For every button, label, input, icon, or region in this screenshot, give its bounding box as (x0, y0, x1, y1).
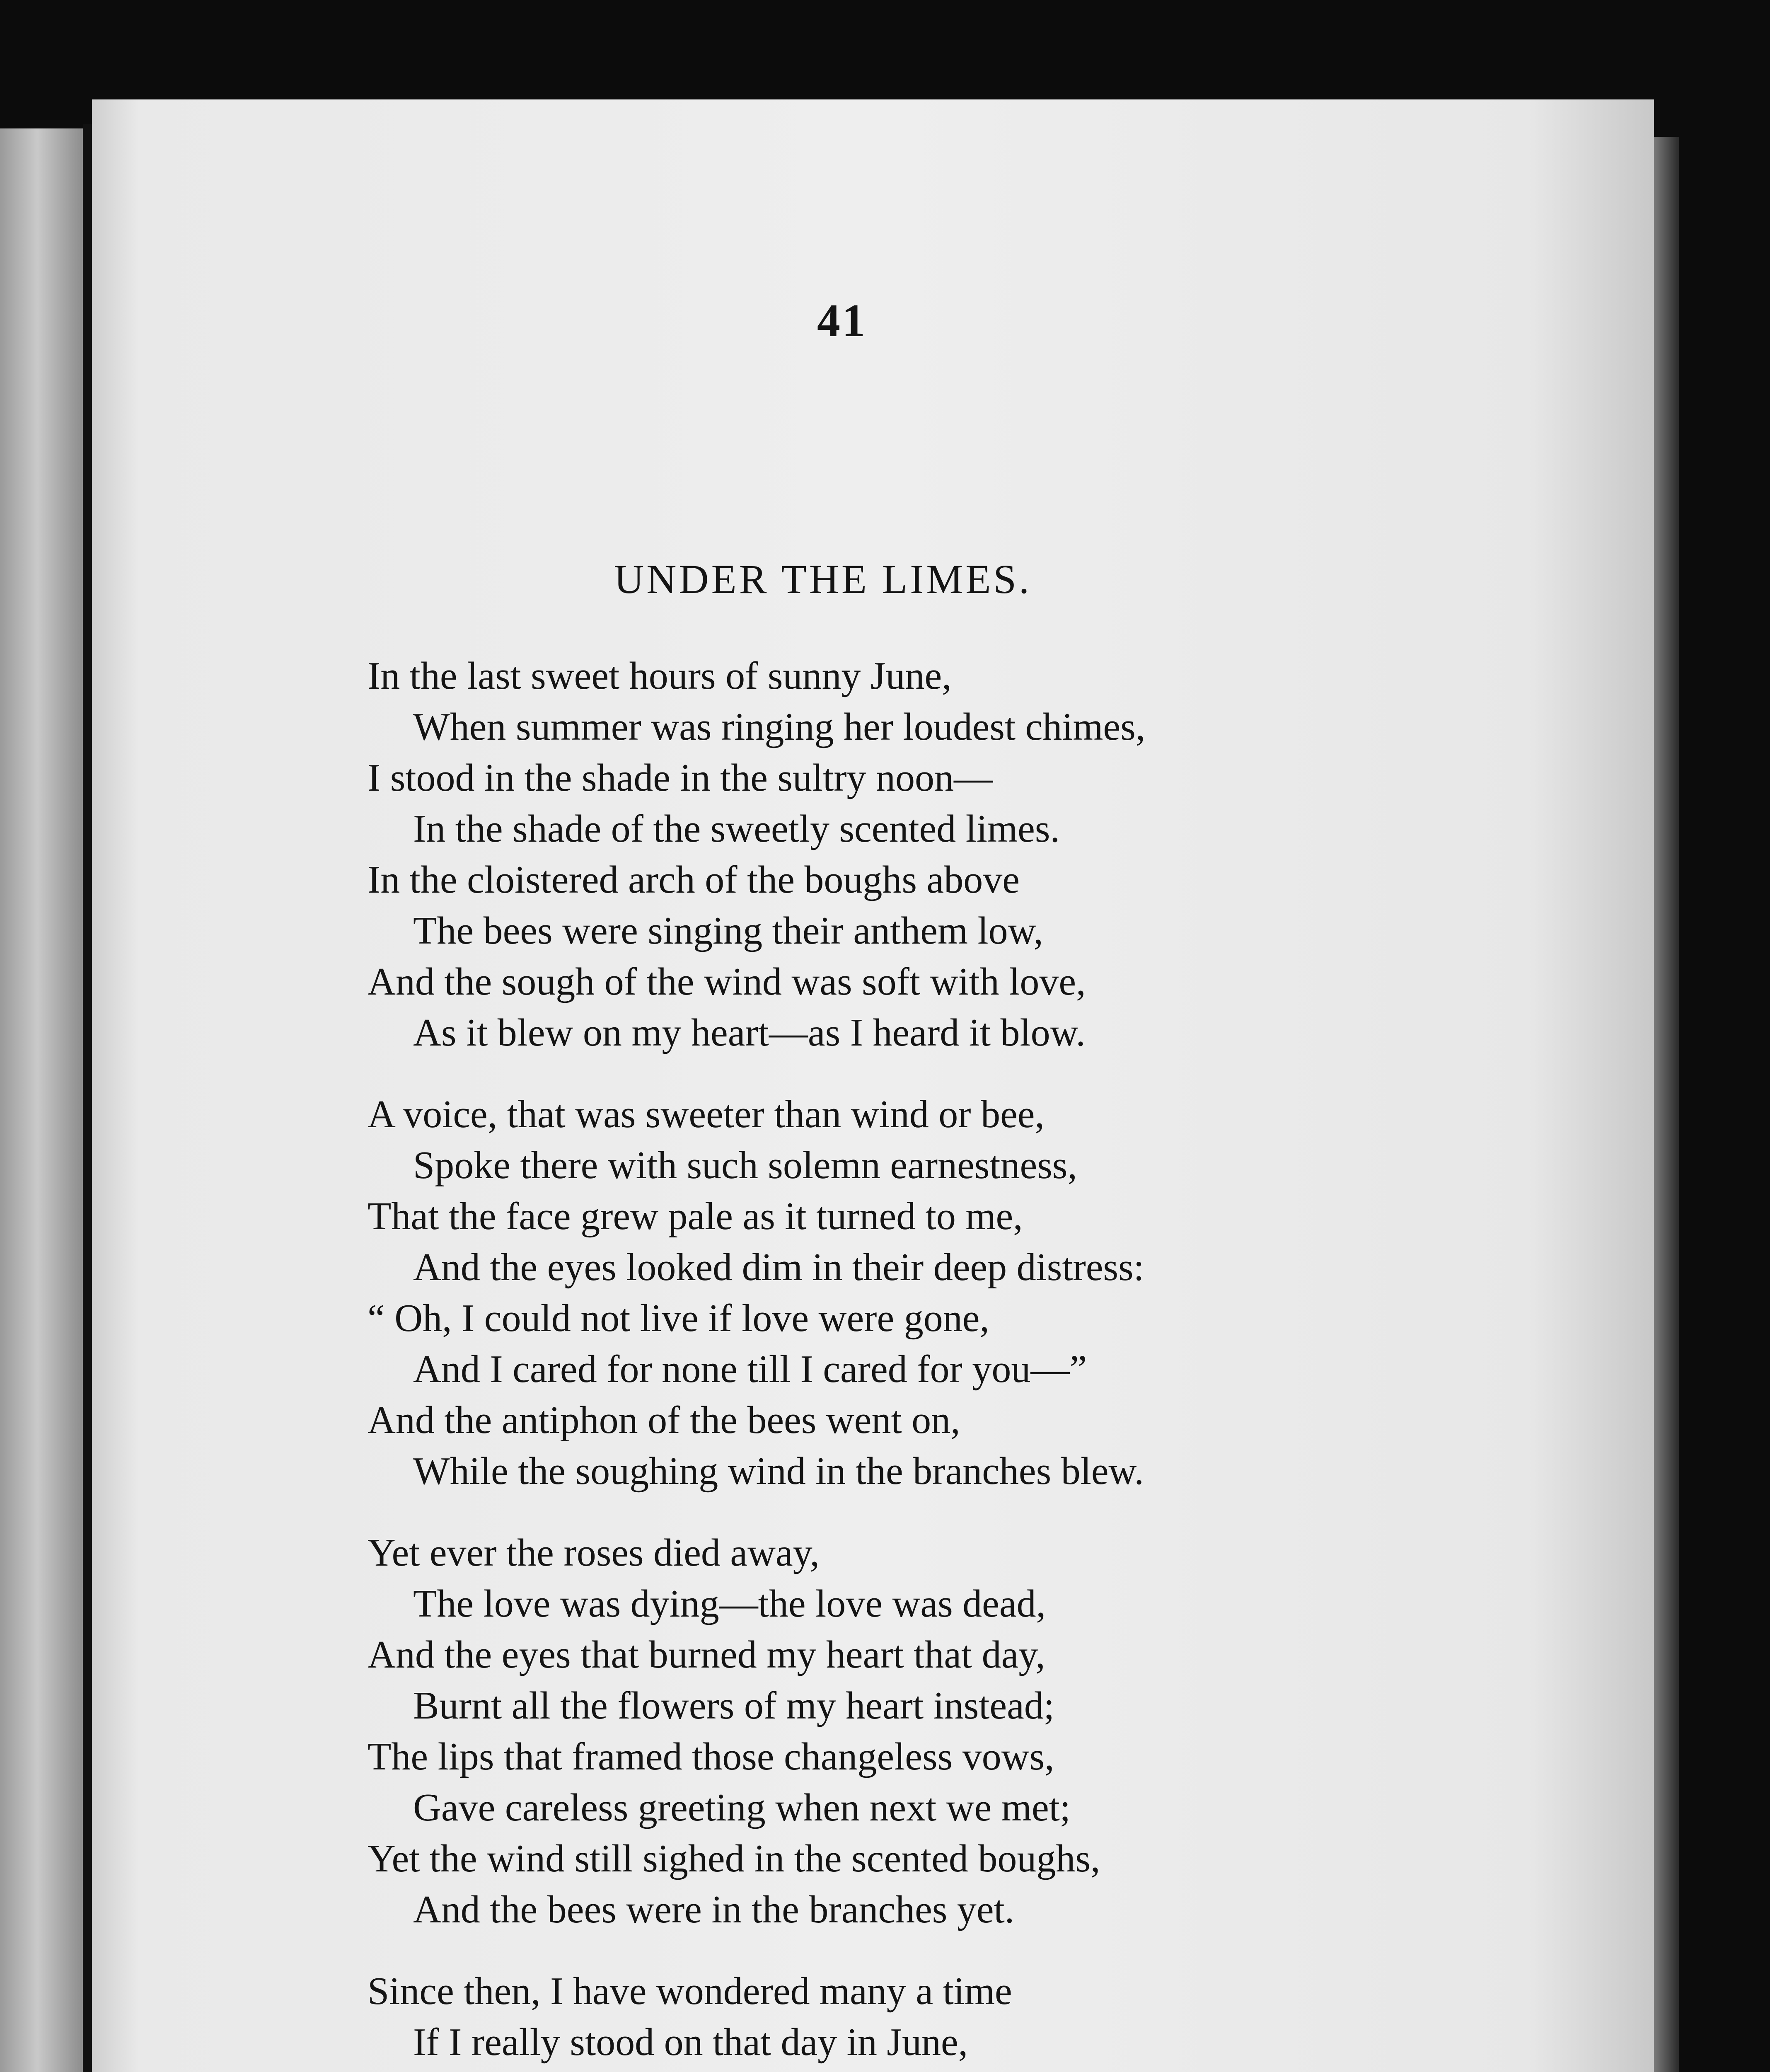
poem-line: The bees were singing their anthem low, (413, 909, 1043, 952)
poem-line: When summer was ringing her loudest chimes, (413, 705, 1146, 748)
poem-line: Burnt all the flowers of my heart instead; (413, 1684, 1054, 1727)
poem-line: And I cared for none till I cared for you—” (413, 1348, 1087, 1391)
poem-line: And the eyes that burned my heart that day, (368, 1633, 1045, 1676)
stanza-gap (368, 1058, 1145, 1089)
page-stack-edge (1654, 137, 1679, 2072)
poem-line: In the last sweet hours of sunny June, (368, 654, 952, 697)
poem-line (368, 2068, 1145, 2072)
poem-line: Yet ever the roses died away, (368, 1531, 820, 1574)
poem-line: Yet the wind still sighed in the scented boughs, (368, 1837, 1100, 1880)
poem-line: The love was dying—the love was dead, (413, 1582, 1046, 1625)
poem-line: I stood in the shade in the sultry noon— (368, 756, 993, 799)
poem-line: Gave careless greeting when next we met; (413, 1786, 1071, 1829)
poem-line: Since then, I have wondered many a time (368, 1970, 1012, 2013)
poem-line: In the cloistered arch of the boughs above (368, 858, 1020, 901)
stanza-gap (368, 1935, 1145, 1966)
poem-line: A voice, that was sweeter than wind or bee, (368, 1093, 1045, 1136)
book-page (92, 99, 1654, 2072)
book-gutter (83, 124, 92, 2072)
poem-line: The lips that framed those changeless vows, (368, 1735, 1054, 1778)
poem-line: And the eyes looked dim in their deep distress: (413, 1246, 1144, 1289)
poem-line: While the soughing wind in the branches blew. (413, 1450, 1144, 1493)
poem-line: And the bees were in the branches yet. (413, 1888, 1015, 1931)
page-number: 41 (817, 295, 867, 346)
stanza-gap (368, 1497, 1145, 1527)
poem-line: And the sough of the wind was soft with love, (368, 960, 1086, 1003)
poem-body (368, 651, 1145, 2072)
poem-line: If I really stood on that day in June, (413, 2021, 968, 2064)
poem-line: That the face grew pale as it turned to me, (368, 1195, 1023, 1238)
poem-line: Spoke there with such solemn earnestness, (413, 1144, 1077, 1187)
poem-line: And the antiphon of the bees went on, (368, 1399, 960, 1442)
poem-line: “ Oh, I could not live if love were gone, (368, 1297, 989, 1340)
poem-title: UNDER THE LIMES. (614, 556, 1032, 602)
poem-line: In the shade of the sweetly scented limes. (413, 807, 1060, 850)
poem-line: As it blew on my heart—as I heard it blow. (413, 1011, 1086, 1054)
facing-page-edge (0, 128, 83, 2072)
